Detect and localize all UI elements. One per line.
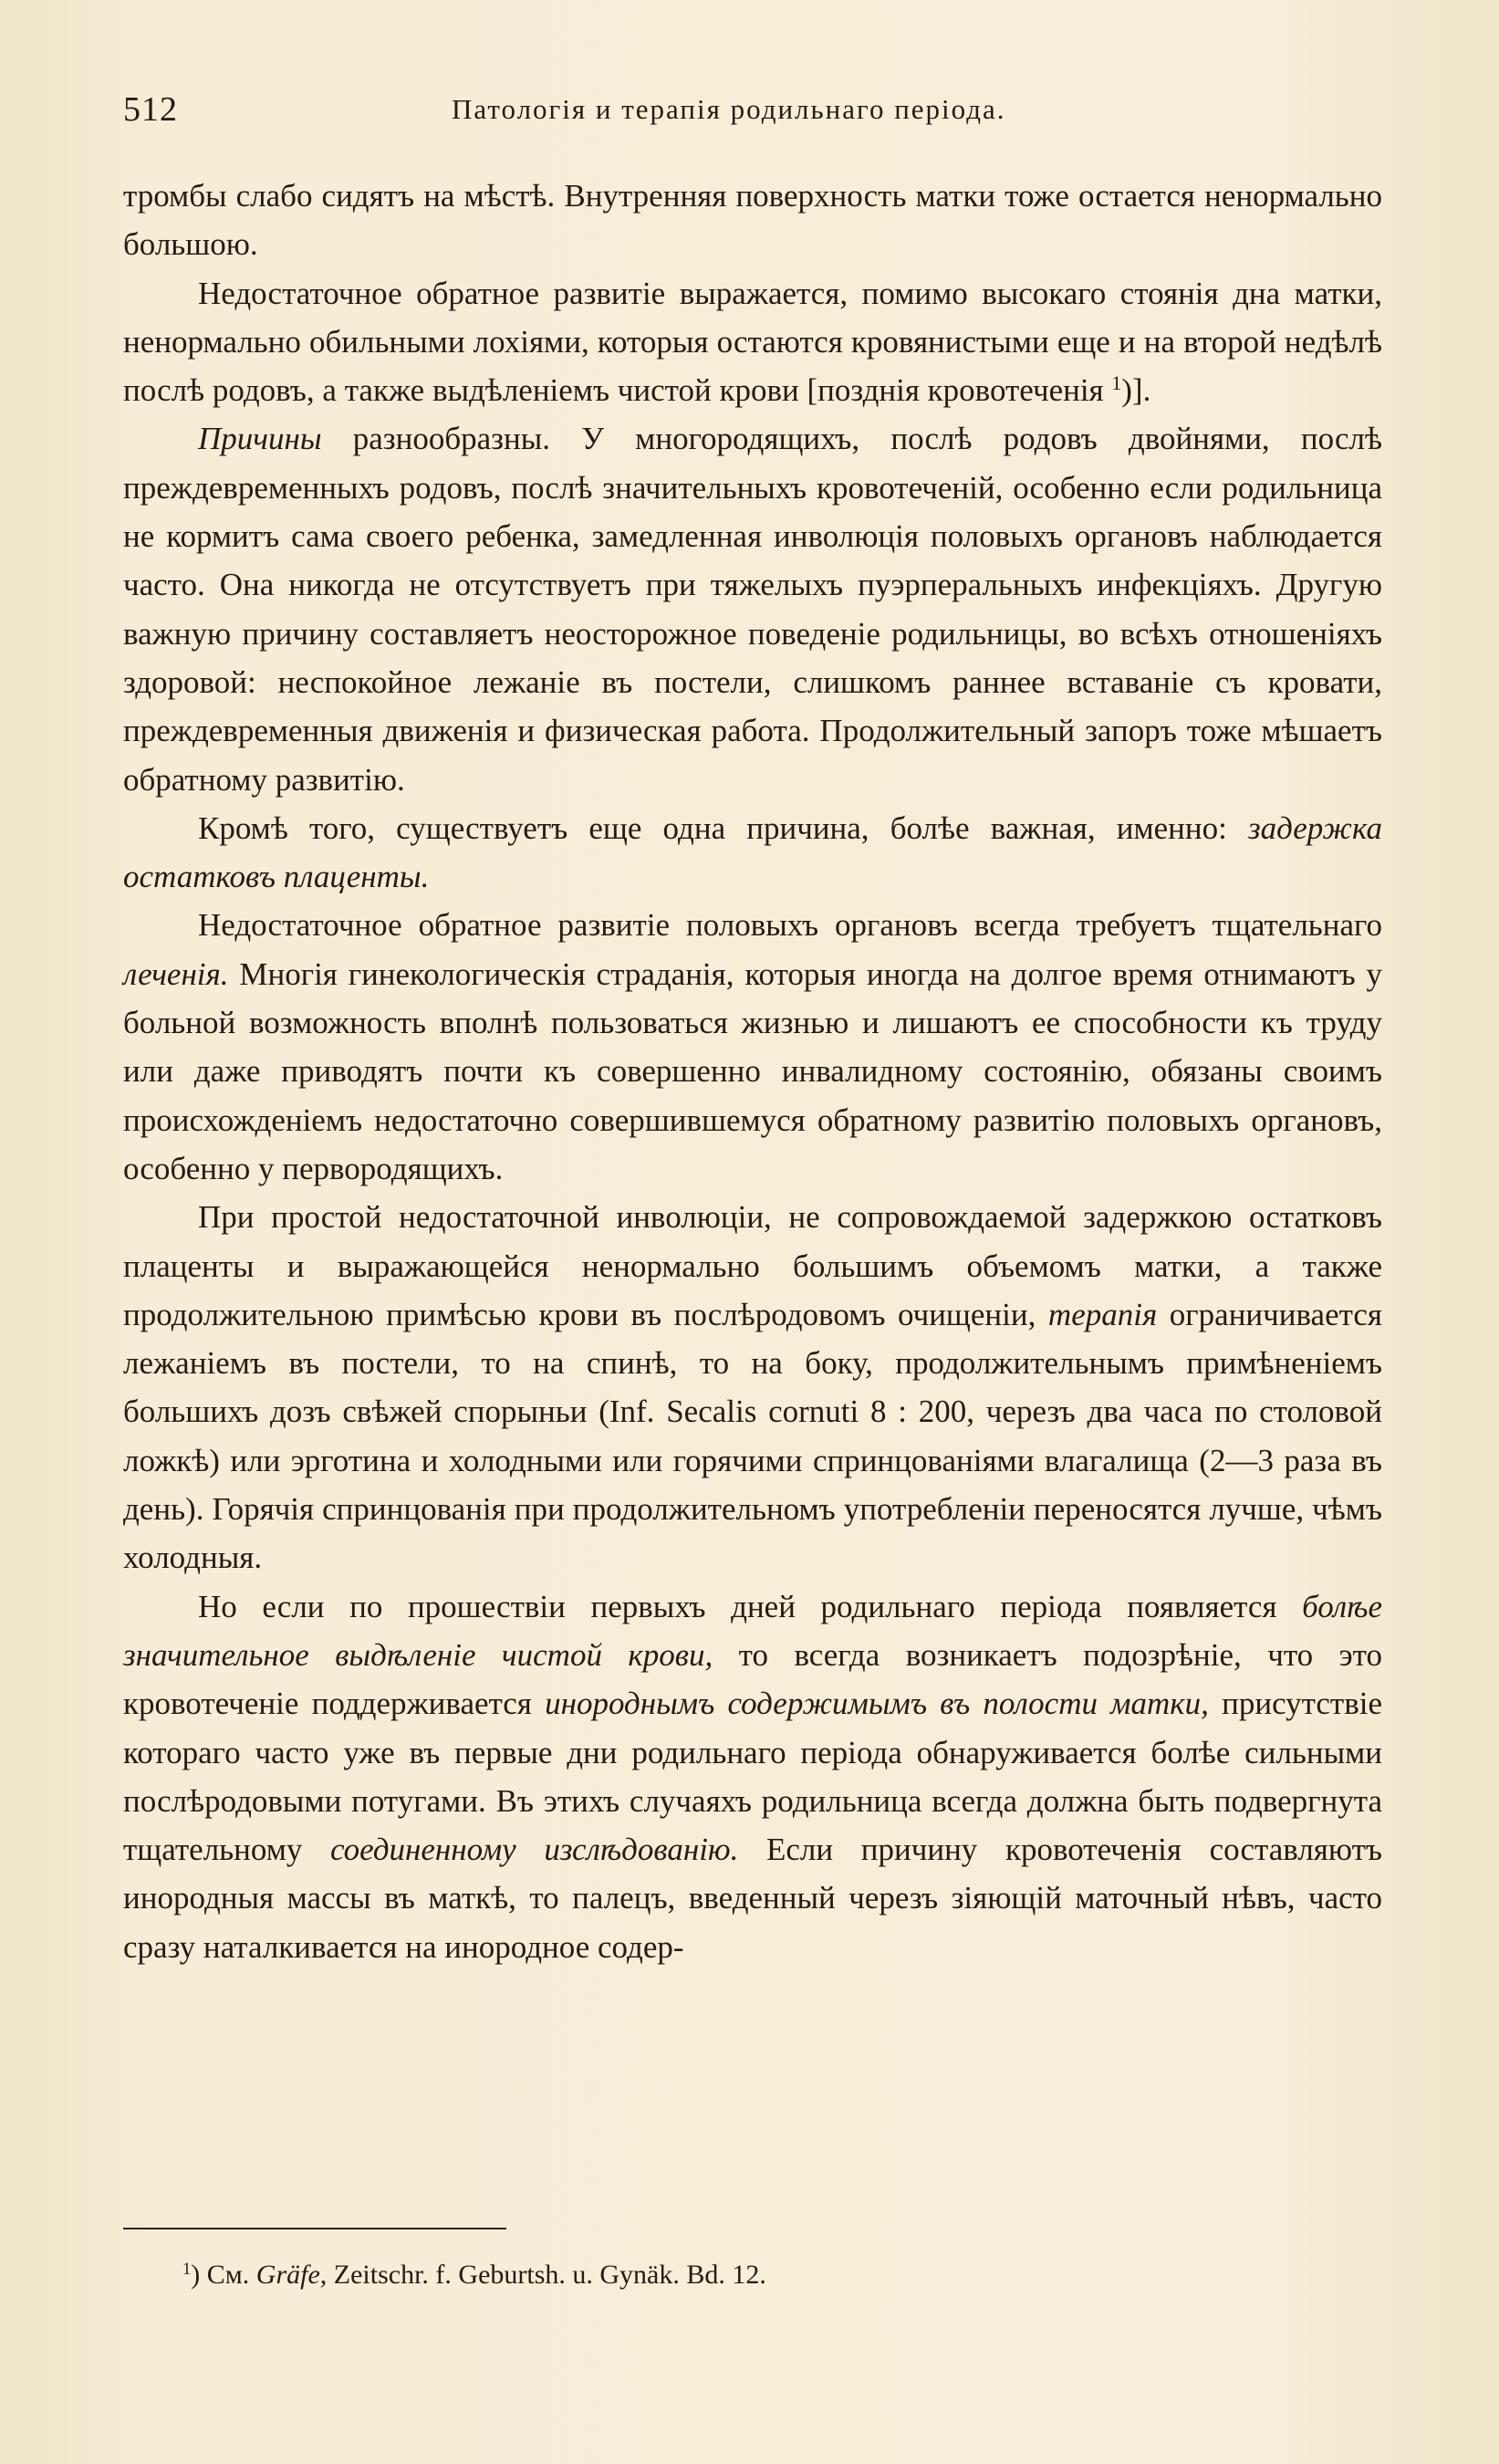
footnote-author: Gräfe, <box>255 2260 328 2290</box>
footnote-ref: 1 <box>1111 372 1122 395</box>
text-span: Но если по прошествіи первыхъ дней родильнаго періода появляется <box>198 1588 1303 1624</box>
italic-term: терапія <box>1047 1296 1158 1332</box>
text-span: Недостаточное обратное развитіе половыхъ органовъ всегда требуетъ тщательнаго <box>198 907 1382 944</box>
text-span: ограничивается лежаніемъ въ постели, то на спинѣ, то на боку, продолжительнымъ примѣненіемъ большихъ дозъ свѣжей спорыньи (Inf. Secalis cornuti 8 : 200, черезъ два часа по столовой ложкѣ) или эрготина и холодными или горячими спринцованіями влагалища (2—3 раза въ день). Горячія спринцованія при продолжительномъ употребленіи переносятся лучше, чѣмъ холодныя. <box>123 1296 1382 1576</box>
text-span: разнообразны. У многородящихъ, послѣ родовъ двойнями, послѣ преждевременныхъ родовъ, послѣ значительныхъ кровотеченій, особенно если родильница не кормитъ сама своего ребенка, замедленная инволюція половыхъ органовъ наблюдается часто. Она никогда не отсутствуетъ при тяжелыхъ пуэрперальныхъ инфекціяхъ. Другую важную причину составляетъ неосторожное поведеніе родильницы, во всѣхъ отношеніяхъ здоровой: неспокойное лежаніе въ постели, слишкомъ раннее вставаніе съ кровати, преждевременныя движенія и физическая работа. Продолжительный запоръ тоже мѣшаетъ обратному развитію. <box>123 421 1382 798</box>
italic-term: задержка остатковъ плаценты. <box>123 809 1382 895</box>
running-title: Патологія и терапія родильнаго періода. <box>452 93 1006 125</box>
footnote-text: Zeitschr. f. Geburtsh. u. Gynäk. Bd. 12. <box>327 2260 766 2290</box>
body-text <box>123 172 1382 1971</box>
italic-term: болѣе значительное выдѣленіе чистой крови, <box>123 1588 1382 1673</box>
footnote-marker: 1 <box>182 2259 192 2279</box>
text-span: При простой недостаточной инволюціи, не сопровождаемой задержкою остатковъ плаценты и выражающейся ненормально большимъ объемомъ матки, а также продолжительною примѣсью крови въ послѣродовомъ очищеніи, <box>123 1199 1382 1332</box>
italic-term: соединенному изслѣдованію. <box>330 1832 739 1868</box>
running-head <box>123 89 1382 135</box>
footnote-text: ) См. <box>191 2260 256 2290</box>
footnote-rule <box>123 2228 506 2229</box>
text-span: Если причину кровотеченія составляютъ инородныя массы въ маткѣ, то палецъ, введенный черезъ зіяющій маточный нѣвъ, часто сразу наталкивается на инородное содер- <box>123 1832 1382 1965</box>
text-span: тромбы слабо сидятъ на мѣстѣ. Внутренняя поверхность матки тоже остается ненормально большою. <box>123 178 1382 263</box>
paragraph-6 <box>123 1193 1382 1582</box>
footnote <box>182 2257 1277 2293</box>
italic-term: Причины <box>198 421 322 457</box>
paragraph-2 <box>123 269 1382 415</box>
italic-term: инороднымъ содержимымъ въ полости матки, <box>545 1686 1209 1722</box>
paragraph-3 <box>123 414 1382 803</box>
text-span: Кромѣ того, существуетъ еще одна причина, болѣе важная, именно: <box>198 809 1248 846</box>
text-span: )]. <box>1121 372 1151 409</box>
italic-term: леченія. <box>123 955 229 992</box>
text-span: присутствіе котораго часто уже въ первые дни родильнаго періода обнаруживается болѣе сильными послѣродовыми потугами. Въ этихъ случаяхъ родильница всегда должна быть подвергнута тщательному <box>123 1686 1382 1868</box>
paragraph-5 <box>123 901 1382 1193</box>
page-number: 512 <box>123 90 178 129</box>
text-span: Недостаточное обратное развитіе выражается, помимо высокаго стоянія дна матки, ненормально обильными лохіями, которыя остаются кровянистыми еще и на второй недѣлѣ послѣ родовъ, а также выдѣленіемъ чистой крови [позднія кровотеченія <box>123 275 1382 409</box>
paragraph-1 <box>123 172 1382 269</box>
text-span: то всегда возникаетъ подозрѣніе, что это кровотеченіе поддерживается <box>123 1636 1382 1722</box>
paragraph-4 <box>123 804 1382 902</box>
paragraph-7 <box>123 1582 1382 1971</box>
text-span: Многія гинекологическія страданія, которыя иногда на долгое время отнимаютъ у больной возможность вполнѣ пользоваться жизнью и лишаютъ ее способности къ труду или даже приводятъ почти къ совершенно инвалидному состоянію, обязаны своимъ происхожденіемъ недостаточно совершившемуся обратному развитію половыхъ органовъ, особенно у первородящихъ. <box>123 955 1382 1186</box>
